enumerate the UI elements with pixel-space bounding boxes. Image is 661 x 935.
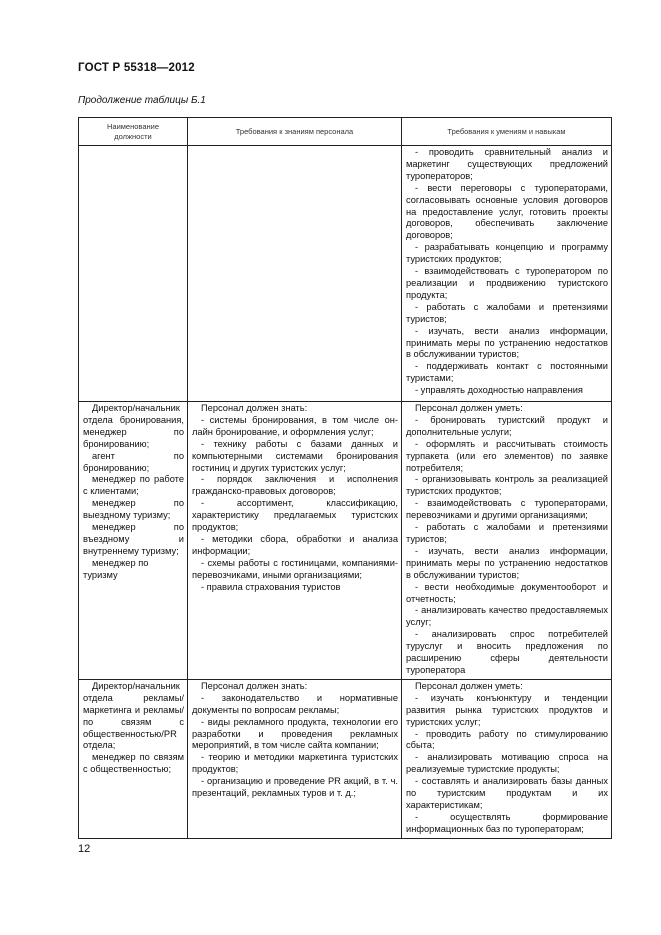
list-item: - анализировать спрос потребителей туруслуг и вносить предложения по расширению сферы деятельности туроператора	[406, 629, 608, 675]
position-list	[79, 680, 187, 778]
position-cell	[79, 146, 188, 402]
column-header-knowledge: Требования к знаниям персонала	[188, 118, 402, 146]
list-item: - анализировать мотивацию спроса на реализуемые туристские продукты;	[406, 752, 608, 775]
knowledge-list	[188, 680, 401, 802]
skills-cell	[402, 679, 612, 838]
list-item: - взаимодействовать с туроператором по реализации и продвижению туристского продукта;	[406, 266, 608, 300]
list-item: - изучать, вести анализ информации, принимать меры по устранению недостатков в обслуживании туристов;	[406, 325, 608, 360]
column-header-skills: Требования к умениям и навыкам	[402, 118, 612, 146]
list-item: - работать с жалобами и претензиями туристов;	[406, 522, 608, 544]
list-item: - взаимодействовать с туроператорами, перевозчиками и другими организациями;	[406, 498, 608, 521]
list-item: - системы бронирования, в том числе он-лайн бронирование, и оформления услуг;	[192, 414, 398, 437]
knowledge-cell	[188, 679, 402, 838]
list-item: менеджер по выездному туризму;	[83, 498, 184, 521]
requirements-table	[78, 117, 612, 839]
list-item: - изучать конъюнктуру и тенденции развития рынка туристских продуктов и туристских услуг;	[406, 692, 608, 727]
list-item: - изучать, вести анализ информации, принимать меры по устранению недостатков в обслуживании туристов;	[406, 545, 608, 580]
list-item: менеджер по работе с клиентами;	[83, 474, 184, 497]
skills-list	[402, 680, 611, 838]
table-row	[79, 146, 612, 402]
list-item: - проводить сравнительный анализ и маркетинг существующих предложений туроператоров;	[406, 147, 608, 181]
list-item: - проводить работу по стимулированию сбыта;	[406, 728, 608, 751]
list-heading: Персонал должен уметь:	[415, 680, 523, 691]
list-item: - законодательство и нормативные документы по вопросам рекламы;	[192, 692, 398, 715]
list-item: - работать с жалобами и претензиями туристов;	[406, 301, 608, 324]
list-item: - схемы работы с гостиницами, компаниями-перевозчиками, иными организациями;	[192, 557, 398, 580]
list-item: - виды рекламного продукта, технологии его разработки и проведения рекламных мероприятий, в том числе сайта компании;	[192, 716, 398, 751]
list-item: Директор/начальник отдела рекламы/маркетинга и рекламы/ по связям с общественностью/PR отдела;	[83, 680, 184, 751]
list-item: - вести переговоры с туроператорами, согласовывать основные условия договоров на предоставление услуг, готовить проекты договоров, обеспечивать заключение договоров;	[406, 182, 608, 241]
list-heading: Персонал должен знать:	[201, 403, 308, 414]
column-header-position: Наименование должности	[79, 118, 188, 146]
knowledge-cell	[188, 146, 402, 402]
document-header: ГОСТ Р 55318—2012	[78, 62, 195, 74]
list-item: - управлять доходностью направления	[415, 385, 583, 396]
table-row	[79, 402, 612, 680]
list-item: - разрабатывать концепцию и программу туристских продуктов;	[406, 242, 608, 265]
list-item: - методики сбора, обработки и анализа информации;	[192, 534, 398, 556]
list-heading: Персонал должен уметь:	[415, 403, 523, 414]
list-item: менеджер по въездному и внутреннему туризму;	[83, 522, 184, 556]
skills-list	[402, 402, 611, 679]
table-row	[79, 679, 612, 838]
list-item: - вести необходимые документооборот и отчетность;	[406, 581, 608, 604]
list-item: менеджер по связям с общественностью;	[83, 752, 184, 775]
skills-cell	[402, 402, 612, 680]
list-item: - осуществлять формирование информационных баз по туроператорам;	[406, 811, 608, 834]
list-item: агент по бронированию;	[83, 450, 184, 473]
position-cell	[79, 402, 188, 680]
table-caption: Продолжение таблицы Б.1	[78, 95, 206, 106]
skills-cell	[402, 146, 612, 402]
table-header-row	[79, 118, 612, 146]
list-item: - теорию и методики маркетинга туристских продуктов;	[192, 752, 398, 775]
list-item: - составлять и анализировать базы данных по туристским продуктам и их характеристикам;	[406, 776, 608, 810]
list-item: - организацию и проведение PR акций, в т. ч. презентаций, рекламных туров и т. д.;	[192, 776, 398, 799]
skills-list	[402, 146, 611, 401]
list-item: - порядок заключения и исполнения гражданско-правовых договоров;	[192, 474, 398, 497]
list-item: Директор/начальник отдела бронирования, менеджер по бронированию;	[83, 403, 184, 449]
position-cell	[79, 679, 188, 838]
list-item: - ассортимент, классификацию, характеристику предлагаемых туристских продуктов;	[192, 498, 398, 533]
list-item: - технику работы с базами данных и компьютерными системами бронирования гостиниц и других туристских услуг;	[192, 438, 398, 473]
knowledge-list	[188, 402, 401, 596]
list-item: - бронировать туристский продукт и дополнительные услуги;	[406, 414, 608, 437]
list-item: менеджер по туризму	[83, 557, 149, 580]
list-item: - организовывать контроль за реализацией туристских продуктов;	[406, 474, 608, 497]
list-heading: Персонал должен знать:	[201, 680, 308, 691]
page-number: 12	[78, 843, 91, 855]
list-item: - поддерживать контакт с постоянными туристами;	[406, 361, 608, 384]
list-item: - анализировать качество предоставляемых услуг;	[406, 605, 608, 628]
knowledge-cell	[188, 402, 402, 680]
list-item: - оформлять и рассчитывать стоимость турпакета (или его элементов) по заявке потребителя;	[406, 438, 608, 473]
position-list	[79, 402, 187, 584]
list-item: - правила страхования туристов	[201, 581, 341, 592]
